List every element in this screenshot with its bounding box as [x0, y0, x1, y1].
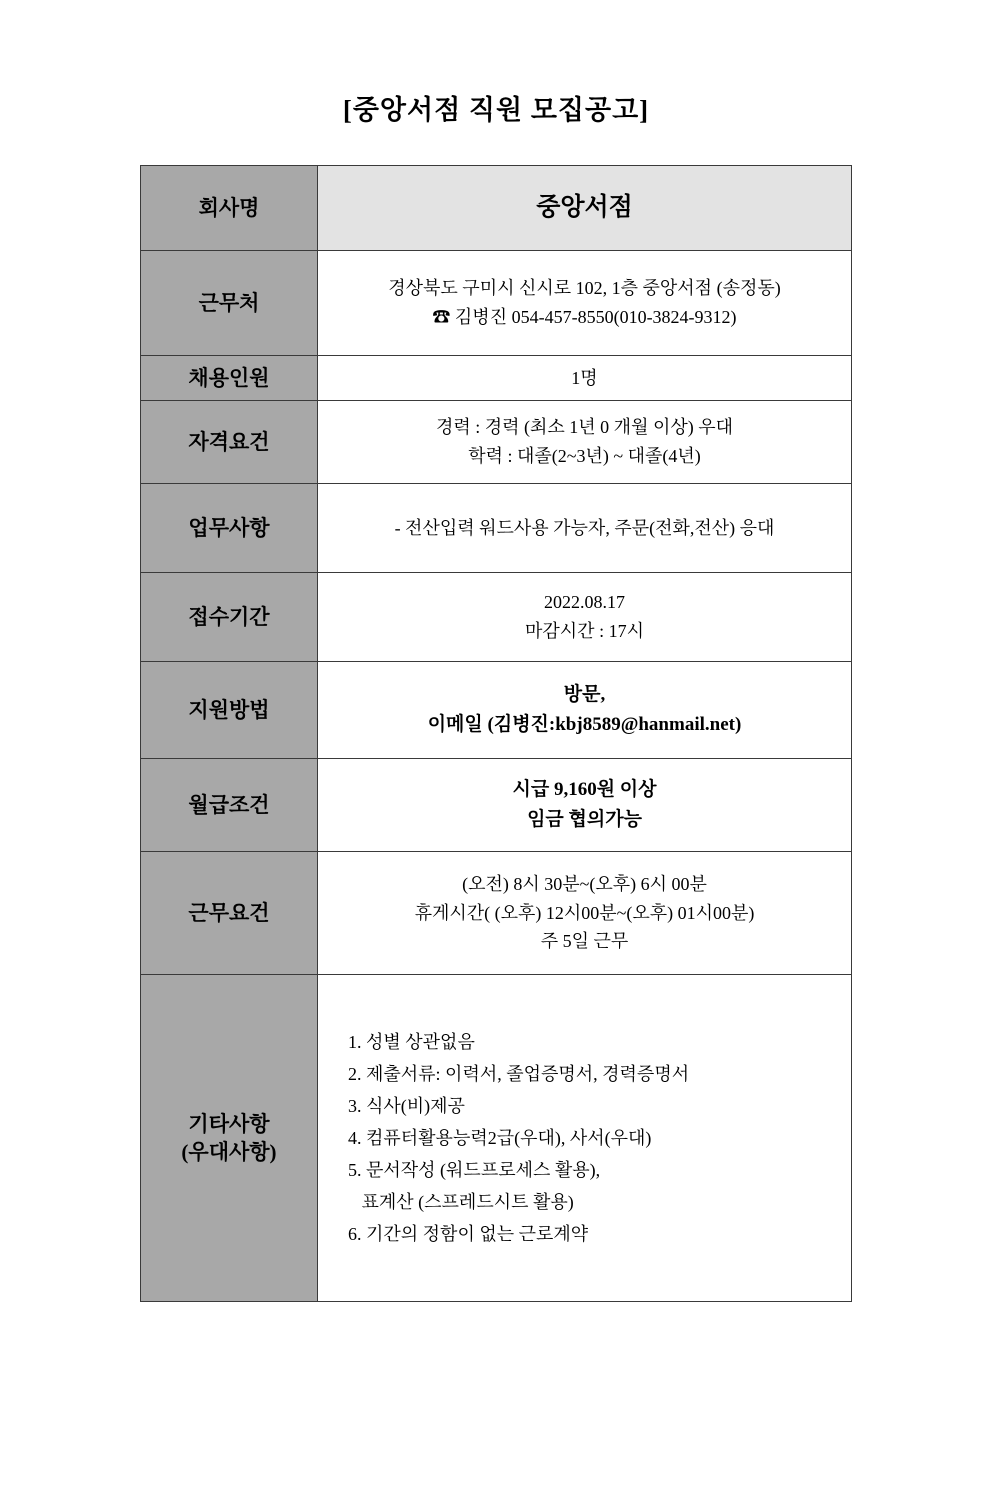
value-line: 중앙서점 — [536, 194, 633, 221]
row-value-work-conditions — [318, 852, 852, 975]
row-value-salary — [318, 759, 852, 852]
row-value-duties — [318, 484, 852, 573]
row-label-workplace: 근무처 — [141, 251, 318, 356]
list-item: 2. 제출서류: 이력서, 졸업증명서, 경력증명서 — [348, 1063, 690, 1084]
value-line-phone: ☎ 김병진 054-457-8550(010-3824-9312) — [432, 307, 737, 327]
value-line: (오전) 8시 30분~(오후) 6시 00분 — [462, 873, 707, 894]
table-row — [141, 975, 852, 1302]
value-line: 주 5일 근무 — [540, 931, 629, 952]
value-line-email: 이메일 (김병진:kbj8589@hanmail.net) — [427, 714, 742, 735]
table-row — [141, 166, 852, 251]
table-row — [141, 662, 852, 759]
row-label-apply-method: 지원방법 — [141, 662, 318, 759]
row-value-headcount — [318, 356, 852, 401]
row-value-apply-method — [318, 662, 852, 759]
list-item: 1. 성별 상관없음 — [348, 1031, 475, 1052]
value-line: - 전산입력 워드사용 가능자, 주문(전화,전산) 응대 — [394, 517, 775, 538]
table-row — [141, 401, 852, 484]
table-row — [141, 356, 852, 401]
document-page — [0, 88, 992, 1491]
row-label-salary: 월급조건 — [141, 759, 318, 852]
list-item: 3. 식사(비)제공 — [348, 1095, 465, 1116]
table-row — [141, 852, 852, 975]
job-posting-table — [140, 165, 852, 1302]
row-label-duties: 업무사항 — [141, 484, 318, 573]
list-item: 5. 문서작성 (워드프로세스 활용), — [348, 1160, 601, 1181]
row-label-other — [141, 975, 318, 1302]
table-row — [141, 573, 852, 662]
page-title: [중앙서점 직원 모집공고] — [342, 95, 650, 125]
value-line: 1명 — [571, 367, 598, 388]
table-row — [141, 251, 852, 356]
list-item: 6. 기간의 정함이 없는 근로계약 — [348, 1224, 589, 1245]
value-line: 마감시간 : 17시 — [525, 621, 644, 641]
row-value-qualification — [318, 401, 852, 484]
value-line: 임금 협의가능 — [527, 809, 642, 830]
row-label-qualification: 자격요건 — [141, 401, 318, 484]
value-line: 경상북도 구미시 신시로 102, 1층 중앙서점 (송정동) — [388, 278, 781, 299]
row-label-application-period: 접수기간 — [141, 573, 318, 662]
value-line: 방문, — [563, 683, 606, 705]
row-value-other — [318, 975, 852, 1302]
list-item: 4. 컴퓨터활용능력2급(우대), 사서(우대) — [348, 1127, 652, 1148]
value-line: 2022.08.17 — [544, 592, 625, 613]
row-value-company — [318, 166, 852, 251]
value-line: 경력 : 경력 (최소 1년 0 개월 이상) 우대 — [435, 417, 734, 438]
label-line: 기타사항 — [188, 1111, 270, 1136]
row-value-application-period — [318, 573, 852, 662]
label-line: (우대사항) — [181, 1140, 277, 1164]
row-value-workplace — [318, 251, 852, 356]
value-line: 시급 9,160원 이상 — [512, 778, 657, 800]
row-label-company: 회사명 — [141, 166, 318, 251]
table-row — [141, 759, 852, 852]
value-line: 휴게시간( (오후) 12시00분~(오후) 01시00분) — [414, 902, 755, 923]
table-row — [141, 484, 852, 573]
list-item: 표계산 (스프레드시트 활용) — [348, 1192, 574, 1213]
other-items-list — [348, 1026, 837, 1250]
row-label-headcount: 채용인원 — [141, 356, 318, 401]
value-line: 학력 : 대졸(2~3년) ~ 대졸(4년) — [468, 446, 701, 466]
row-label-work-conditions: 근무요건 — [141, 852, 318, 975]
